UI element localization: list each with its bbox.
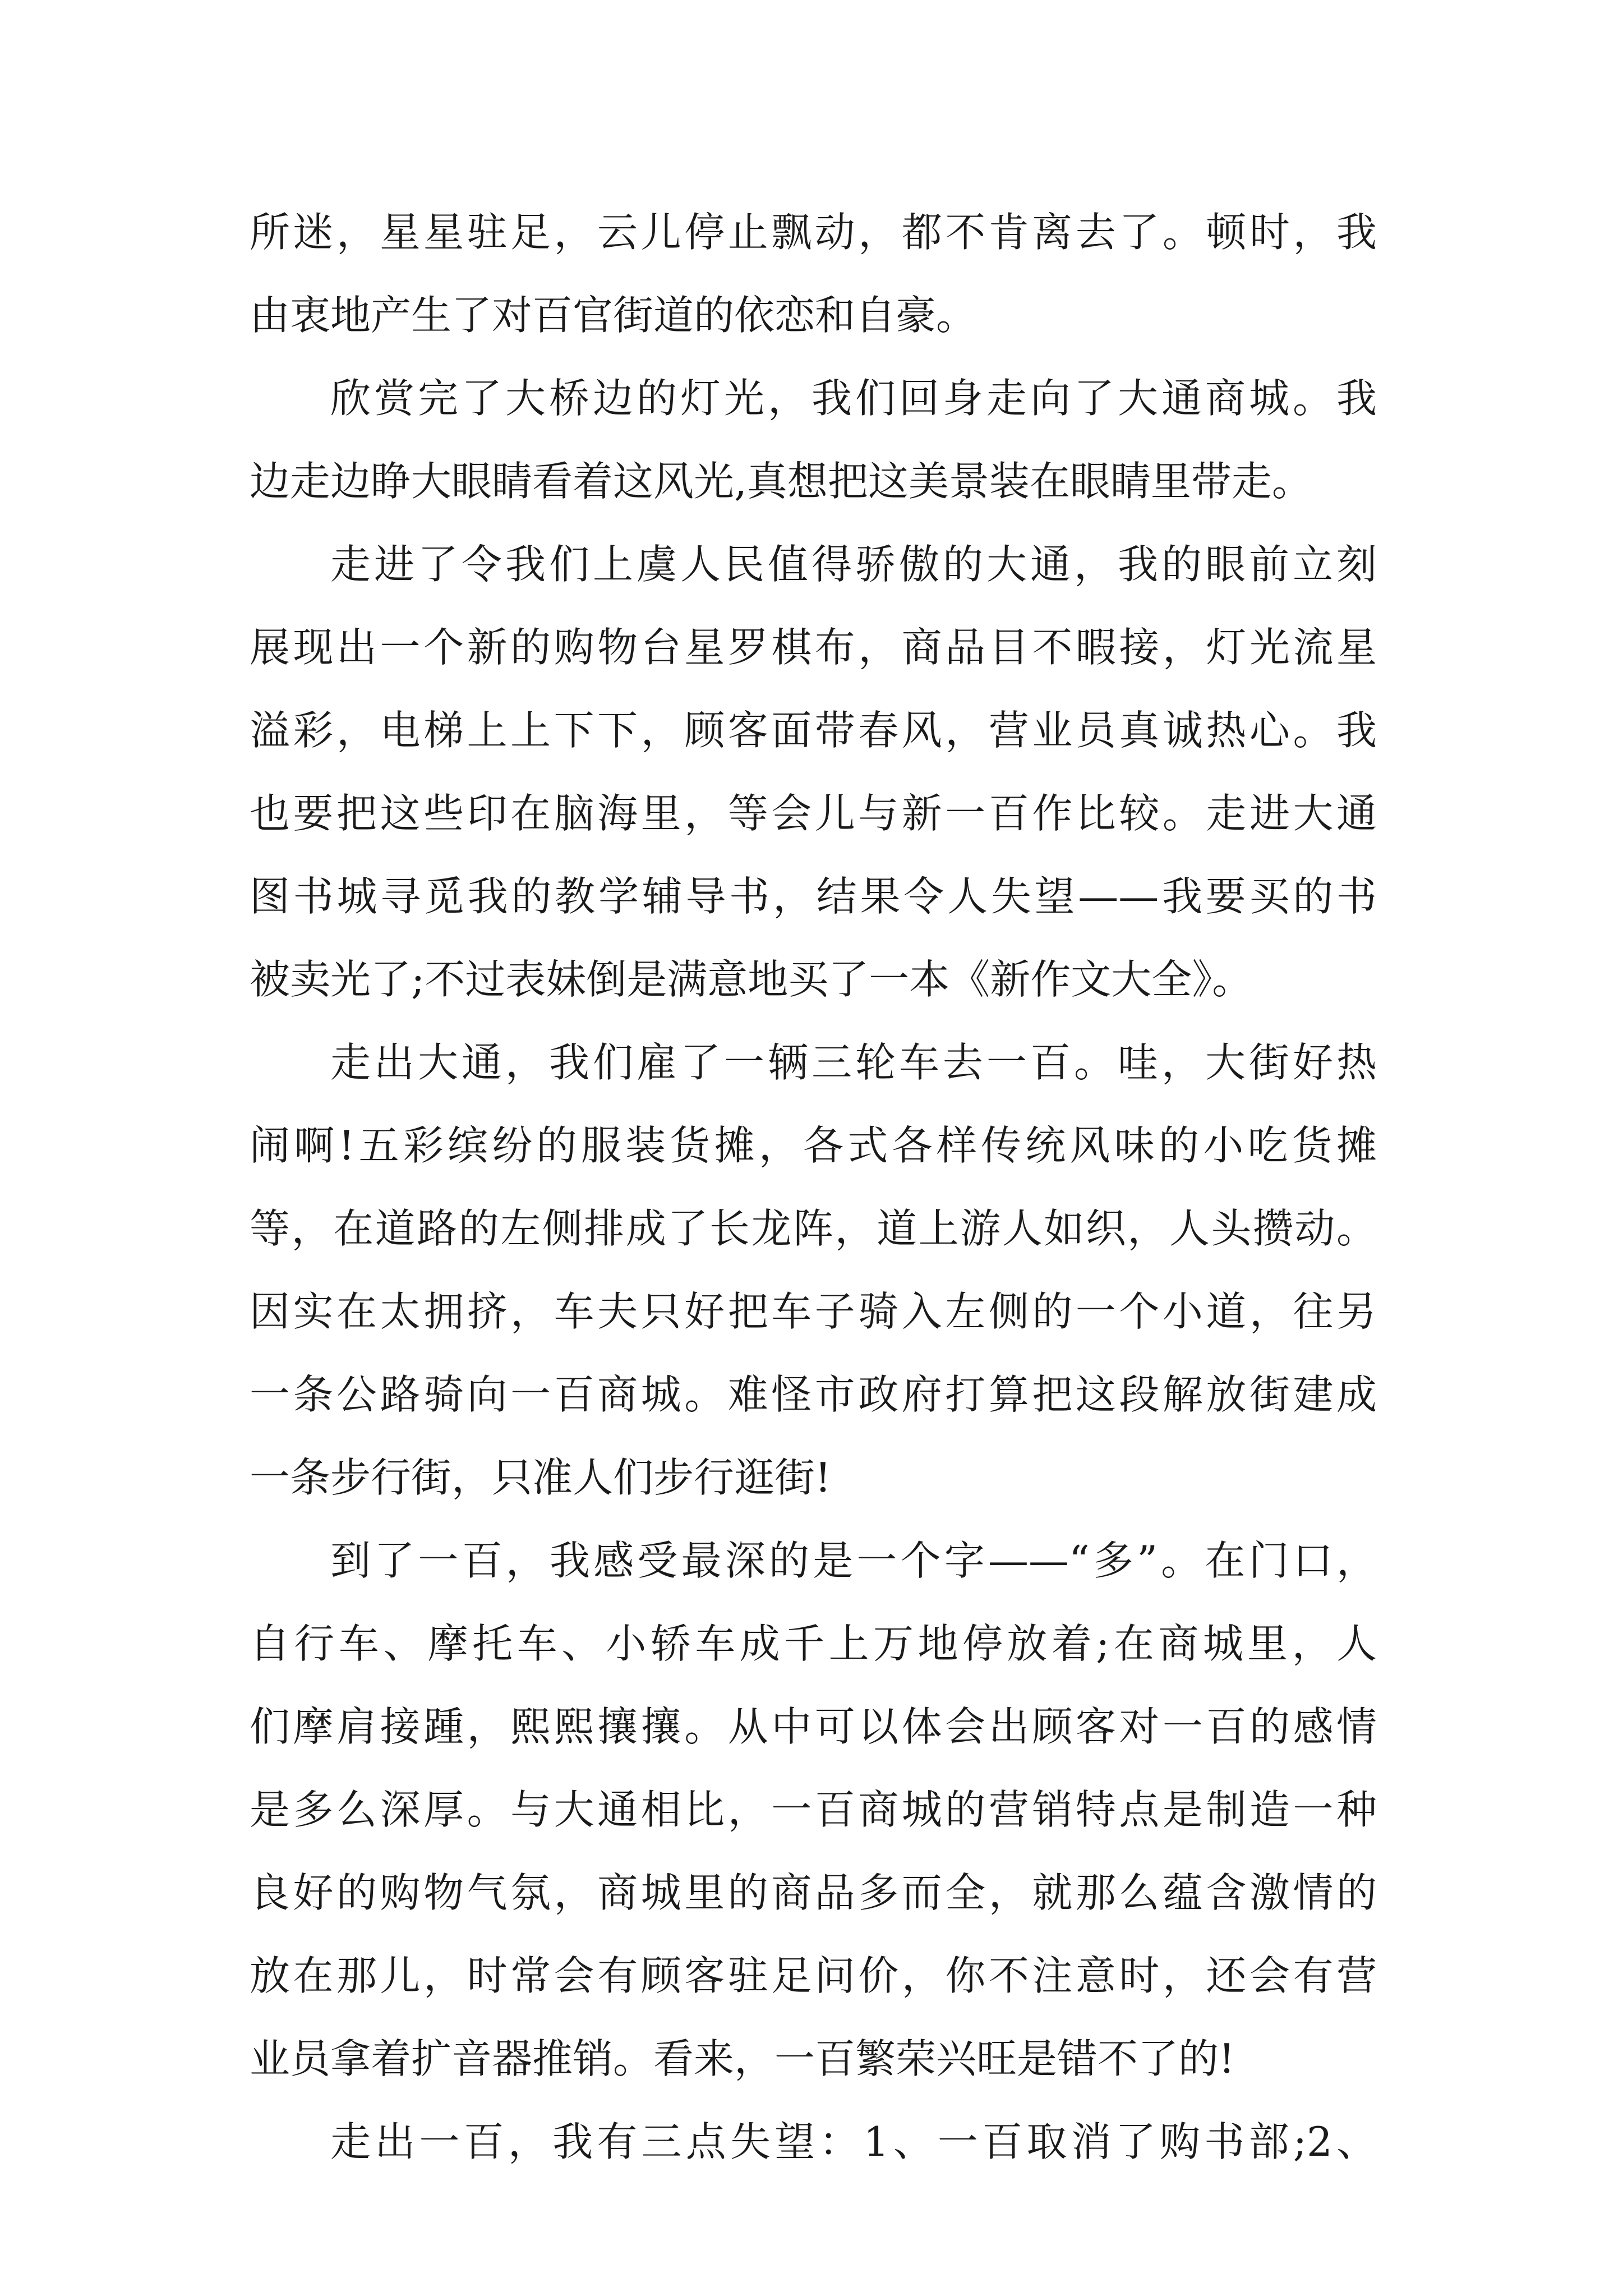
text-line: 自行车、摩托车、小轿车成千上万地停放着;在商城里，人 [250,1620,1377,1667]
text-line: 到了一百，我感受最深的是一个字——“多”。在门口， [330,1537,1377,1584]
text-line: 欣赏完了大桥边的灯光，我们回身走向了大通商城。我 [330,375,1377,422]
text-line: 走进了令我们上虞人民值得骄傲的大通，我的眼前立刻 [330,541,1377,588]
text-line: 也要把这些印在脑海里，等会儿与新一百作比较。走进大通 [250,790,1377,837]
text-line: 所迷，星星驻足，云儿停止飘动，都不肯离去了。顿时，我 [250,209,1377,256]
text-line: 一条公路骑向一百商城。难怪市政府打算把这段解放街建成 [250,1371,1377,1418]
text-line: 放在那儿，时常会有顾客驻足问价，你不注意时，还会有营 [250,1952,1377,1999]
text-line: 溢彩，电梯上上下下，顾客面带春风，营业员真诚热心。我 [250,707,1377,754]
text-line: 业员拿着扩音器推销。看来，一百繁荣兴旺是错不了的! [250,2035,1235,2082]
text-line: 展现出一个新的购物台星罗棋布，商品目不暇接，灯光流星 [250,624,1377,671]
text-line: 边走边睁大眼睛看着这风光,真想把这美景装在眼睛里带走。 [250,458,1312,505]
text-line: 走出大通，我们雇了一辆三轮车去一百。哇，大街好热 [330,1039,1377,1086]
text-line: 们摩肩接踵，熙熙攘攘。从中可以体会出顾客对一百的感情 [250,1703,1377,1750]
text-line: 因实在太拥挤，车夫只好把车子骑入左侧的一个小道，往另 [250,1288,1377,1335]
text-line: 走出一百，我有三点失望：1、一百取消了购书部;2、 [330,2118,1377,2165]
text-line: 等，在道路的左侧排成了长龙阵，道上游人如织，人头攒动。 [250,1205,1377,1252]
text-line: 是多么深厚。与大通相比，一百商城的营销特点是制造一种 [250,1786,1377,1833]
text-line: 良好的购物气氛，商城里的商品多而全，就那么蕴含激情的 [250,1869,1377,1916]
text-line: 由衷地产生了对百官街道的依恋和自豪。 [250,292,977,339]
text-line: 被卖光了;不过表妹倒是满意地买了一本《新作文大全》。 [250,956,1253,1003]
body-text [250,191,1377,2183]
text-line: 闹啊!五彩缤纷的服装货摊，各式各样传统风味的小吃货摊 [250,1122,1377,1169]
text-line: 图书城寻觅我的教学辅导书，结果令人失望——我要买的书 [250,873,1377,920]
text-line: 一条步行街，只准人们步行逛街! [250,1454,831,1501]
